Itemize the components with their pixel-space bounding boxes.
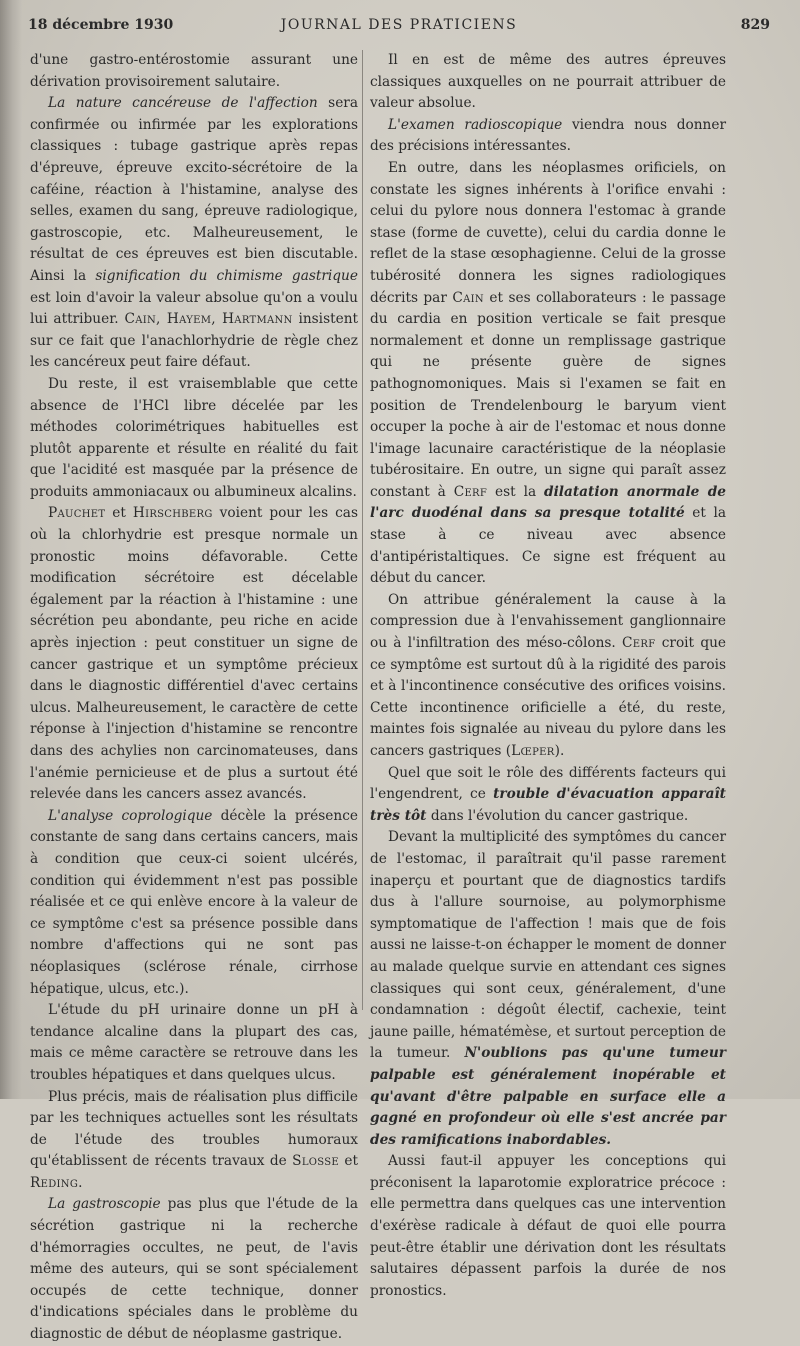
- paragraph: d'une gastro-entérostomie assurant une dérivation provisoirement salutaire.: [30, 52, 358, 90]
- right-column: [370, 50, 726, 1302]
- paragraph: Devant la multiplicité des symptômes du cancer de l'estomac, il paraîtrait qu'il passe rarement inaperçu et pourtant que de diagnostics tardifs dus à l'allure sournoise, au polymorphisme symptomatique de l'affection ! mais que de fois aussi ne laisse-t-on échapper le moment de donner au malade quelque survie en attendant ces signes classiques qui sont ceux, généralement, d'une condamnation : dégoût électif, cachexie, teint jaune paille, hématémèse, et surtout perception de la tumeur. N'oublions pas qu'une tumeur palpable est généralement inopérable et qu'avant d'être palpable en surface elle a gagné en profondeur où elle s'est ancrée par des ramifications inabordables.: [370, 829, 726, 1148]
- paragraph: En outre, dans les néoplasmes orificiels, on constate les signes inhérents à l'orifice envahi : celui du pylore nous donnera l'estomac à grande stase (forme de cuvette), celui du cardia donne le reflet de la stase œsophagienne. Celui de la grosse tubérosité donnera les signes radiologiques décrits par Cain et ses collaborateurs : le passage du cardia en position verticale se fait presque normalement et donne un remplissage gastrique qui ne présente guère de signes pathognomoniques. Mais si l'examen se fait en position de Trendelenbourg le baryum vient occuper la poche à air de l'estomac et nous donne l'image lacunaire caractéristique de la néoplasie tubérositaire. En outre, un signe qui paraît assez constant à Cerf est la dilatation anormale de l'arc duodénal dans sa presque totalité et la stase à ce niveau avec absence d'antipéristaltiques. Ce signe est fréquent au début du cancer.: [370, 159, 726, 587]
- paragraph: On attribue généralement la cause à la compression due à l'envahissement ganglionnaire ou à l'infiltration des méso-côlons. Cerf croit que ce symptôme est surtout dû à la rigidité des parois et à l'incontinence consécutive des orifices voisins. Cette incontinence orificielle a été, du reste, maintes fois signalée au niveau du pylore dans les cancers gastriques (Lœper).: [370, 591, 726, 759]
- paragraph: Il en est de même des autres épreuves classiques auxquelles on ne pourrait attribuer de valeur absolue.: [370, 52, 726, 112]
- header-title: JOURNAL DES PRATICIENS: [280, 17, 518, 33]
- paragraph: L'examen radioscopique viendra nous donner des précisions intéressantes.: [370, 116, 726, 155]
- paragraph: Du reste, il est vraisemblable que cette absence de l'HCl libre décelée par les méthodes colorimétriques habituelles est plutôt apparente et résulte en réalité du fait que l'acidité est masquée par la présence de produits ammoniacaux ou albumineux alcalins.: [30, 375, 358, 500]
- paragraph: Plus précis, mais de réalisation plus difficile par les techniques actuelles sont les résultats de l'étude des troubles humoraux qu'établissent de récents travaux de Slosse et Reding.: [30, 1088, 358, 1191]
- paragraph: Quel que soit le rôle des différents facteurs qui l'engendrent, ce trouble d'évacuation apparaît très tôt dans l'évolution du cancer gastrique.: [370, 764, 726, 824]
- column-rule: [362, 50, 363, 1010]
- paragraph: La gastroscopie pas plus que l'étude de la sécrétion gastrique ni la recherche d'hémorragies occultes, ne peut, de l'avis même des auteurs, qui se sont spécialement occupés de cette technique, donner d'indications spéciales dans le problème du diagnostic de début de néoplasme gastrique.: [30, 1196, 358, 1343]
- header-date: 18 décembre 1930: [28, 17, 174, 33]
- paragraph: L'étude du pH urinaire donne un pH à tendance alcaline dans la plupart des cas, mais ce même caractère se retrouve dans les troubles hépatiques et dans quelques ulcus.: [30, 1002, 358, 1083]
- paragraph: Aussi faut-il appuyer les conceptions qui préconisent la laparotomie exploratrice précoce : elle permettra dans quelques cas une intervention d'exérèse radicale à défaut de quoi elle pourra peut-être établir une dérivation dont les résultats salutaires dépassent parfois la durée de nos pronostics.: [370, 1153, 726, 1299]
- page-binding-shadow: [0, 0, 22, 1099]
- left-column: [30, 50, 358, 1346]
- paragraph: L'analyse coprologique décèle la présence constante de sang dans certains cancers, mais à condition que ceux-ci soient ulcérés, condition qui évidemment n'est pas possible réalisée et ce qui enlève encore à la valeur de ce symptôme c'est sa présence possible dans nombre d'affections qui ne sont pas néoplasiques (sclérose rénale, cirrhose hépatique, ulcus, etc.).: [30, 807, 358, 997]
- running-header: [28, 17, 770, 39]
- paragraph: Pauchet et Hirschberg voient pour les cas où la chlorhydrie est presque normale un pronostic moins défavorable. Cette modification sécrétoire est décelable également par la réaction à l'histamine : une sécrétion peu abondante, peu riche en acide après injection : peut constituer un signe de cancer gastrique et un symptôme précieux dans le diagnostic différentiel d'avec certains ulcus. Malheureusement, le caractère de cette réponse à l'injection d'histamine se rencontre dans des achylies non carcinomateuses, dans l'anémie pernicieuse et de plus a surtout été relevée dans les cancers assez avancés.: [30, 505, 358, 803]
- paragraph: La nature cancéreuse de l'affection sera confirmée ou infirmée par les explorations classiques : tubage gastrique après repas d'épreuve, épreuve excito-sécrétoire de la caféine, réaction à l'histamine, analyse des selles, examen du sang, épreuve radiologique, gastroscopie, etc. Malheureusement, le résultat de ces épreuves est bien discutable. Ainsi la signification du chimisme gastrique est loin d'avoir la valeur absolue qu'on a voulu lui attribuer. Cain, Hayem, Hartmann insistent sur ce fait que l'anachlorhydrie de règle chez les cancéreux peut faire défaut.: [30, 95, 359, 371]
- page-number: 829: [740, 17, 770, 33]
